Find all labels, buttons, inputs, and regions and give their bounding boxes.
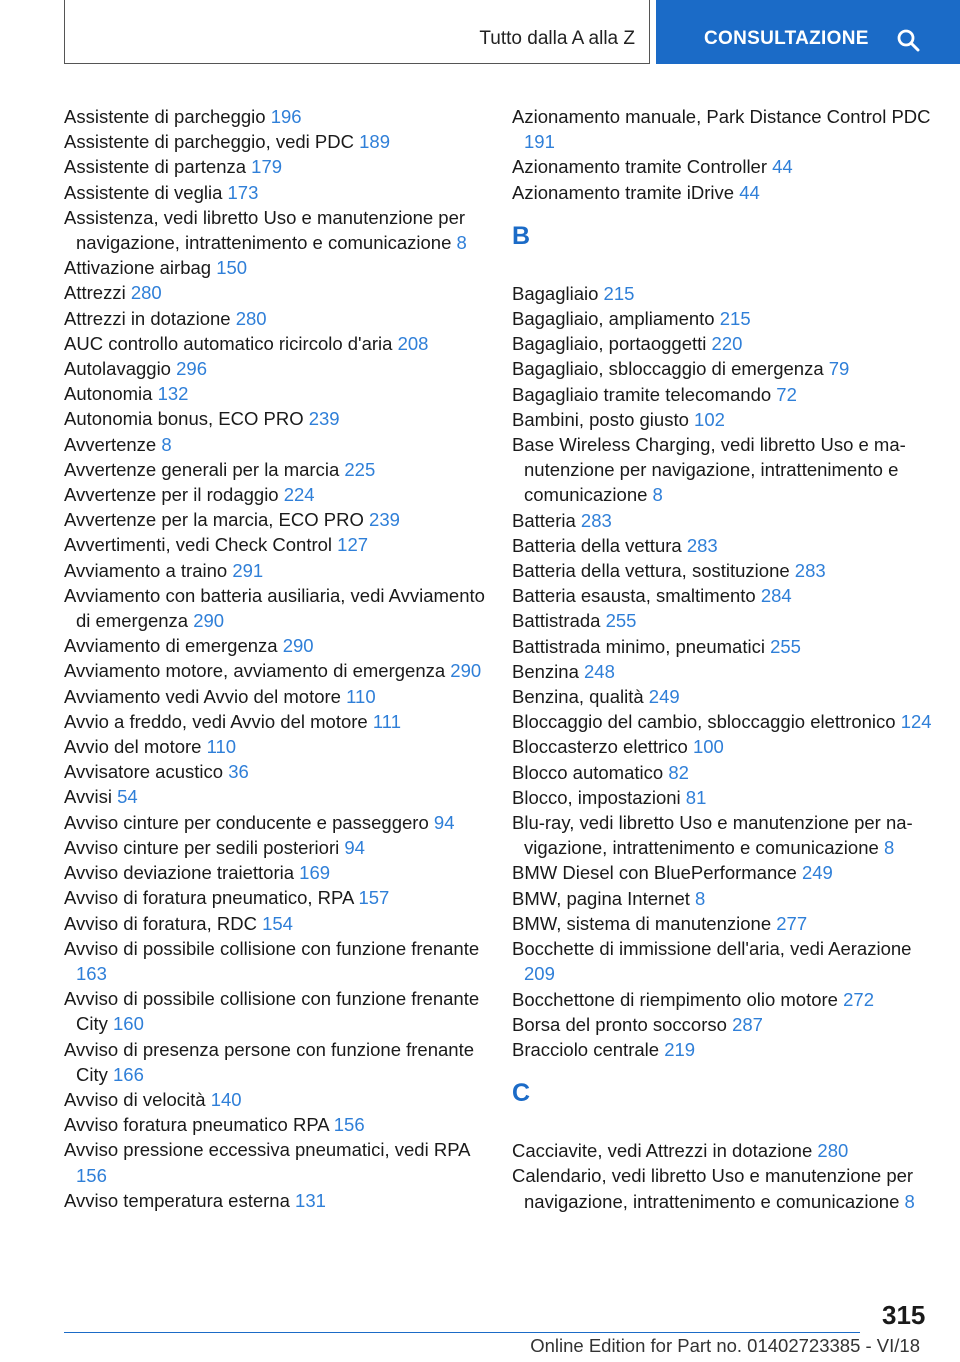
index-entry — [512, 634, 942, 659]
index-entry — [512, 558, 942, 583]
index-letter-c: C — [512, 1079, 531, 1108]
header-tab-consultazione[interactable] — [656, 0, 960, 64]
index-page-link[interactable]: 215 — [719, 308, 751, 330]
index-entry — [512, 760, 942, 785]
index-entry — [512, 911, 942, 936]
index-entry — [64, 180, 494, 205]
index-entry — [512, 936, 942, 986]
index-page-link[interactable]: 124 — [900, 711, 932, 733]
index-entry — [64, 381, 494, 406]
index-entry-text: Assistente di parcheggio — [64, 106, 266, 127]
index-entry-text: Bambini, posto giusto — [512, 408, 689, 430]
index-entry — [512, 508, 942, 533]
index-page-link[interactable]: 44 — [739, 181, 760, 203]
index-entry-text: Avvertimenti, vedi Check Control — [64, 534, 333, 556]
index-page-link[interactable]: 163 — [76, 962, 107, 984]
index-entry-text: Bagagliaio tramite telecomando — [512, 383, 772, 405]
index-page-link[interactable]: 150 — [216, 257, 248, 279]
index-entry — [512, 432, 942, 508]
index-entry — [64, 154, 494, 179]
index-entry — [64, 280, 494, 305]
index-column-left — [64, 104, 494, 1213]
index-entry-text: Batteria esausta, smaltimento — [512, 585, 756, 607]
index-page-link[interactable]: 220 — [711, 333, 743, 355]
index-page-link[interactable]: 290 — [193, 610, 225, 632]
index-entry — [512, 734, 942, 759]
index-entry-text: AUC controllo automatico ricircolo d'aria — [64, 332, 393, 354]
index-page-link[interactable]: 157 — [358, 887, 390, 909]
index-letter-b: B — [512, 221, 531, 250]
index-page-link[interactable]: 287 — [732, 1013, 763, 1035]
index-page-link[interactable]: 290 — [282, 635, 314, 657]
index-entry-text: BMW, pagina Internet — [512, 887, 690, 909]
index-entry-text: Avviso foratura pneumatico RPA — [64, 1114, 329, 1136]
index-page-link[interactable]: 196 — [270, 106, 302, 127]
index-entry — [64, 658, 494, 683]
index-page-link[interactable]: 209 — [524, 963, 555, 985]
index-page-link[interactable]: 111 — [372, 710, 401, 732]
index-entry — [64, 860, 494, 885]
index-entry-text: Autonomia — [64, 383, 153, 405]
index-entry — [512, 180, 942, 205]
index-entry — [64, 936, 494, 986]
index-page-link[interactable]: 8 — [695, 887, 706, 909]
index-entry-text: Avvertenze — [64, 433, 157, 455]
index-entry-text: Azionamento manuale, Park Distance Control PDC — [512, 106, 931, 127]
index-entry — [64, 1188, 494, 1213]
index-entry-text: Avviamento di emergenza — [64, 635, 278, 657]
index-page-link[interactable]: 208 — [397, 332, 429, 354]
index-entry-text: Bocchettone di riempimento olio motore — [512, 988, 838, 1010]
index-page-link[interactable]: 102 — [694, 408, 725, 430]
index-page-link[interactable]: 280 — [130, 282, 162, 304]
index-entry-text: Batteria della vettura — [512, 534, 682, 556]
index-entry — [64, 331, 494, 356]
index-entry — [512, 382, 942, 407]
index-page-link[interactable]: 127 — [337, 534, 369, 556]
index-entry-text: Blu-ray, vedi libretto Uso e manutenzione per navigazione, intrattenimento e comunicazione — [512, 812, 913, 859]
index-page-link[interactable]: 191 — [524, 131, 555, 153]
index-page-link[interactable]: 248 — [584, 660, 615, 682]
index-entry — [64, 885, 494, 910]
index-page-link[interactable]: 131 — [295, 1189, 326, 1211]
index-column-right — [512, 104, 942, 1214]
index-entry-text: Avviso di possibile collisione con funzione frenante — [64, 937, 480, 959]
index-entry — [64, 986, 494, 1036]
footer-divider — [64, 1332, 860, 1333]
index-page-link[interactable]: 272 — [843, 988, 874, 1010]
index-entry-text: Cacciavite, vedi Attrezzi in dotazione — [512, 1140, 813, 1162]
index-entry-text: Blocco automatico — [512, 761, 664, 783]
index-entry — [64, 684, 494, 709]
index-entry-text: Avviso di velocità — [64, 1088, 206, 1110]
index-page-link[interactable]: 296 — [176, 358, 207, 380]
index-page-link[interactable]: 290 — [450, 660, 482, 682]
index-entry-text: Avviso di foratura pneumatico, RPA — [64, 887, 354, 909]
index-entry-text: Base Wireless Charging, vedi libretto Uso e manutenzione per navigazione, intrattenimento e comunicazione — [512, 434, 906, 506]
index-entry — [64, 129, 494, 154]
index-page-link[interactable]: 249 — [801, 862, 833, 884]
index-entry — [64, 482, 494, 507]
index-page-link[interactable]: 280 — [235, 307, 267, 329]
index-entry — [512, 810, 942, 860]
index-entry-text: Avviso cinture per conducente e passeggero — [64, 811, 429, 833]
index-entry — [64, 734, 494, 759]
index-entry — [64, 583, 494, 633]
index-entry-text: Batteria della vettura, sostituzione — [512, 560, 790, 582]
index-entry — [64, 306, 494, 331]
header-section-box — [64, 0, 650, 64]
index-entry-text: Avviamento vedi Avvio del motore — [64, 685, 341, 707]
index-entry — [512, 886, 942, 911]
index-entry-text: Avviso cinture per sedili posteriori — [64, 836, 340, 858]
index-page-link[interactable]: 179 — [251, 156, 283, 178]
index-entry-text: Bagagliaio, sbloccaggio di emergenza — [512, 358, 824, 380]
index-entry-text: Benzina — [512, 660, 579, 682]
index-entry-text: Attivazione airbag — [64, 257, 212, 279]
index-entry-text: Blocco, impostazioni — [512, 786, 681, 808]
index-page-link[interactable]: 239 — [308, 408, 340, 430]
index-entry-text: Autolavaggio — [64, 358, 171, 380]
index-entry — [64, 709, 494, 734]
index-page-link[interactable]: 132 — [157, 383, 189, 405]
index-entry-text: Avviso di presenza persone con funzione frenante City — [64, 1038, 475, 1085]
index-page-link[interactable]: 54 — [117, 786, 138, 808]
index-entry — [64, 633, 494, 658]
index-entry-text: Batteria — [512, 509, 576, 531]
index-entry-text: Bagagliaio, portaoggetti — [512, 333, 707, 355]
index-entry-text: Avviso temperatura esterna — [64, 1189, 290, 1211]
index-entry-text: Avvertenze generali per la marcia — [64, 458, 340, 480]
index-entry — [64, 205, 494, 255]
index-entry-text: Autonomia bonus, ECO PRO — [64, 408, 304, 430]
index-page-link[interactable]: 173 — [227, 181, 259, 203]
index-entry-text: Assistente di partenza — [64, 156, 247, 178]
index-page-link[interactable]: 156 — [76, 1164, 107, 1186]
index-entry-text: Avvertenze per la marcia, ECO PRO — [64, 509, 364, 531]
index-entry — [512, 281, 942, 306]
index-entry — [512, 533, 942, 558]
index-entry — [64, 457, 494, 482]
index-page-link[interactable]: 110 — [206, 736, 237, 758]
search-icon[interactable] — [896, 28, 920, 52]
index-page-link[interactable]: 81 — [685, 786, 707, 808]
index-page-link[interactable]: 283 — [580, 509, 612, 531]
index-entry-text: Bloccaggio del cambio, sbloccaggio elettronico — [512, 711, 896, 733]
index-entry-text: Attrezzi in dotazione — [64, 307, 231, 329]
index-entry — [512, 583, 942, 608]
index-entry — [512, 659, 942, 684]
index-entry — [64, 1087, 494, 1112]
index-entry — [512, 1012, 942, 1037]
index-entry — [64, 532, 494, 557]
index-entry-text: Bracciolo centrale — [512, 1038, 660, 1060]
index-entry-text: Avviso deviazione traiettoria — [64, 862, 295, 884]
index-entry — [64, 432, 494, 457]
index-page-link[interactable]: 255 — [770, 635, 801, 657]
index-entry — [512, 1037, 942, 1062]
index-entry-text: Attrezzi — [64, 282, 126, 304]
index-entry-text: Assistente di veglia — [64, 181, 223, 203]
footer-edition: Online Edition for Part no. 01402723385 - VI/18 — [530, 1335, 920, 1356]
index-page-link[interactable]: 160 — [113, 1013, 144, 1035]
index-page-link[interactable]: 8 — [883, 837, 895, 859]
index-page-link[interactable]: 140 — [210, 1088, 242, 1110]
index-entry — [64, 911, 494, 936]
index-entry — [512, 684, 942, 709]
index-entry — [512, 785, 942, 810]
index-entry-text: Avviso di possibile collisione con funzione frenante City — [64, 988, 480, 1035]
index-entry — [64, 759, 494, 784]
index-entry — [512, 860, 942, 885]
index-page-link[interactable]: 44 — [772, 156, 793, 178]
index-entry — [64, 255, 494, 280]
index-page-link[interactable]: 283 — [794, 560, 826, 582]
index-entry — [512, 154, 942, 179]
page-number: 315 — [882, 1300, 926, 1330]
index-page-link[interactable]: 8 — [161, 433, 172, 455]
index-entry — [512, 608, 942, 633]
index-page-link[interactable]: 249 — [648, 686, 680, 708]
index-page-link[interactable]: 94 — [433, 811, 455, 833]
index-entry-text: Avviso di foratura, RDC — [64, 912, 257, 934]
index-entry-text: Bloccasterzo elettrico — [512, 736, 688, 758]
index-entry — [64, 810, 494, 835]
index-entry-text: Assistenza, vedi libretto Uso e manutenzione per navigazione, intrattenimento e comunicazione — [64, 206, 466, 254]
index-group-top — [512, 104, 942, 205]
index-entry-text: Avviamento a traino — [64, 559, 228, 581]
index-entry-text: Avvio del motore — [64, 736, 202, 758]
index-entry — [64, 406, 494, 431]
index-entry-text: Bocchette di immissione dell'aria, vedi Aerazione — [512, 938, 912, 960]
index-entry — [512, 306, 942, 331]
header-tab-label: CONSULTAZIONE — [704, 28, 869, 49]
index-page-link[interactable]: 239 — [369, 509, 400, 531]
index-page-link[interactable]: 156 — [333, 1114, 365, 1136]
index-page-link[interactable]: 291 — [232, 559, 264, 581]
index-page-link[interactable]: 219 — [664, 1038, 696, 1060]
index-entry-text: BMW Diesel con BluePerformance — [512, 862, 797, 884]
index-entry-text: Bagagliaio — [512, 282, 599, 304]
index-entry-text: Avviamento con batteria ausiliaria, vedi Avviamento di emergenza — [64, 584, 485, 632]
index-entry-text: Avvio a freddo, vedi Avvio del motore — [64, 710, 368, 732]
index-entry-text: Avvisi — [64, 786, 112, 808]
index-entry — [64, 104, 494, 129]
index-page-link[interactable]: 82 — [668, 761, 689, 783]
index-entry-text: Battistrada — [512, 610, 601, 632]
index-entry-text: Assistente di parcheggio, vedi PDC — [64, 131, 354, 153]
header-section-title: Tutto dalla A alla Z — [479, 28, 635, 49]
index-entry-text: Azionamento tramite iDrive — [512, 181, 735, 203]
index-entry-text: Avviamento motore, avviamento di emergenza — [64, 660, 446, 682]
index-page-link[interactable]: 225 — [344, 458, 376, 480]
index-page-link[interactable]: 169 — [299, 862, 331, 884]
index-entry-text: Avviso pressione eccessiva pneumatici, vedi RPA — [64, 1139, 470, 1161]
index-group-b — [512, 281, 942, 1062]
index-page-link[interactable]: 110 — [346, 685, 376, 707]
index-page-link[interactable]: 284 — [760, 585, 792, 607]
index-page-link[interactable]: 224 — [283, 484, 315, 506]
index-entry-text: Avvertenze per il rodaggio — [64, 484, 279, 506]
index-page-link[interactable]: 277 — [776, 912, 808, 934]
index-entry-text: Bagagliaio, ampliamento — [512, 308, 715, 330]
index-page-link[interactable]: 8 — [904, 1190, 915, 1212]
index-entry-text: Battistrada minimo, pneumatici — [512, 635, 765, 657]
index-page-link[interactable]: 280 — [817, 1140, 849, 1162]
index-page-link[interactable]: 8 — [652, 484, 663, 506]
index-page-link[interactable]: 283 — [686, 534, 718, 556]
index-entry-text: Avvisatore acustico — [64, 761, 224, 783]
index-entry — [512, 1163, 942, 1213]
index-page-link[interactable]: 166 — [113, 1063, 144, 1085]
index-entry — [512, 709, 942, 734]
index-entry-text: BMW, sistema di manutenzione — [512, 912, 772, 934]
index-page-link[interactable]: 72 — [776, 383, 797, 405]
index-entry — [512, 1138, 942, 1163]
index-entry — [512, 104, 942, 154]
index-entry — [512, 407, 942, 432]
index-page-link[interactable]: 94 — [344, 836, 365, 858]
index-entry — [64, 1137, 494, 1187]
index-entry — [64, 507, 494, 532]
index-entry — [64, 784, 494, 809]
index-entry — [512, 331, 942, 356]
index-entry-text: Azionamento tramite Controller — [512, 156, 767, 178]
index-entry-text: Calendario, vedi libretto Uso e manutenzione per navigazione, intrattenimento e comunicazione — [512, 1165, 914, 1212]
index-entry — [512, 987, 942, 1012]
index-entry — [64, 835, 494, 860]
index-group-c — [512, 1138, 942, 1214]
index-page-link[interactable]: 154 — [262, 912, 293, 934]
index-entry — [64, 356, 494, 381]
index-entry-text: Borsa del pronto soccorso — [512, 1013, 727, 1035]
index-page-link[interactable]: 36 — [228, 761, 249, 783]
index-entry — [64, 1112, 494, 1137]
index-entry — [512, 356, 942, 381]
index-page-link[interactable]: 215 — [603, 282, 635, 304]
index-page-link[interactable]: 100 — [692, 736, 724, 758]
index-entry — [64, 1037, 494, 1087]
index-entry-text: Benzina, qualità — [512, 686, 644, 708]
index-page-link[interactable]: 255 — [605, 610, 637, 632]
index-page-link[interactable]: 189 — [359, 131, 390, 153]
index-page-link[interactable]: 8 — [456, 232, 467, 254]
index-entry — [64, 558, 494, 583]
index-page-link[interactable]: 79 — [828, 358, 850, 380]
